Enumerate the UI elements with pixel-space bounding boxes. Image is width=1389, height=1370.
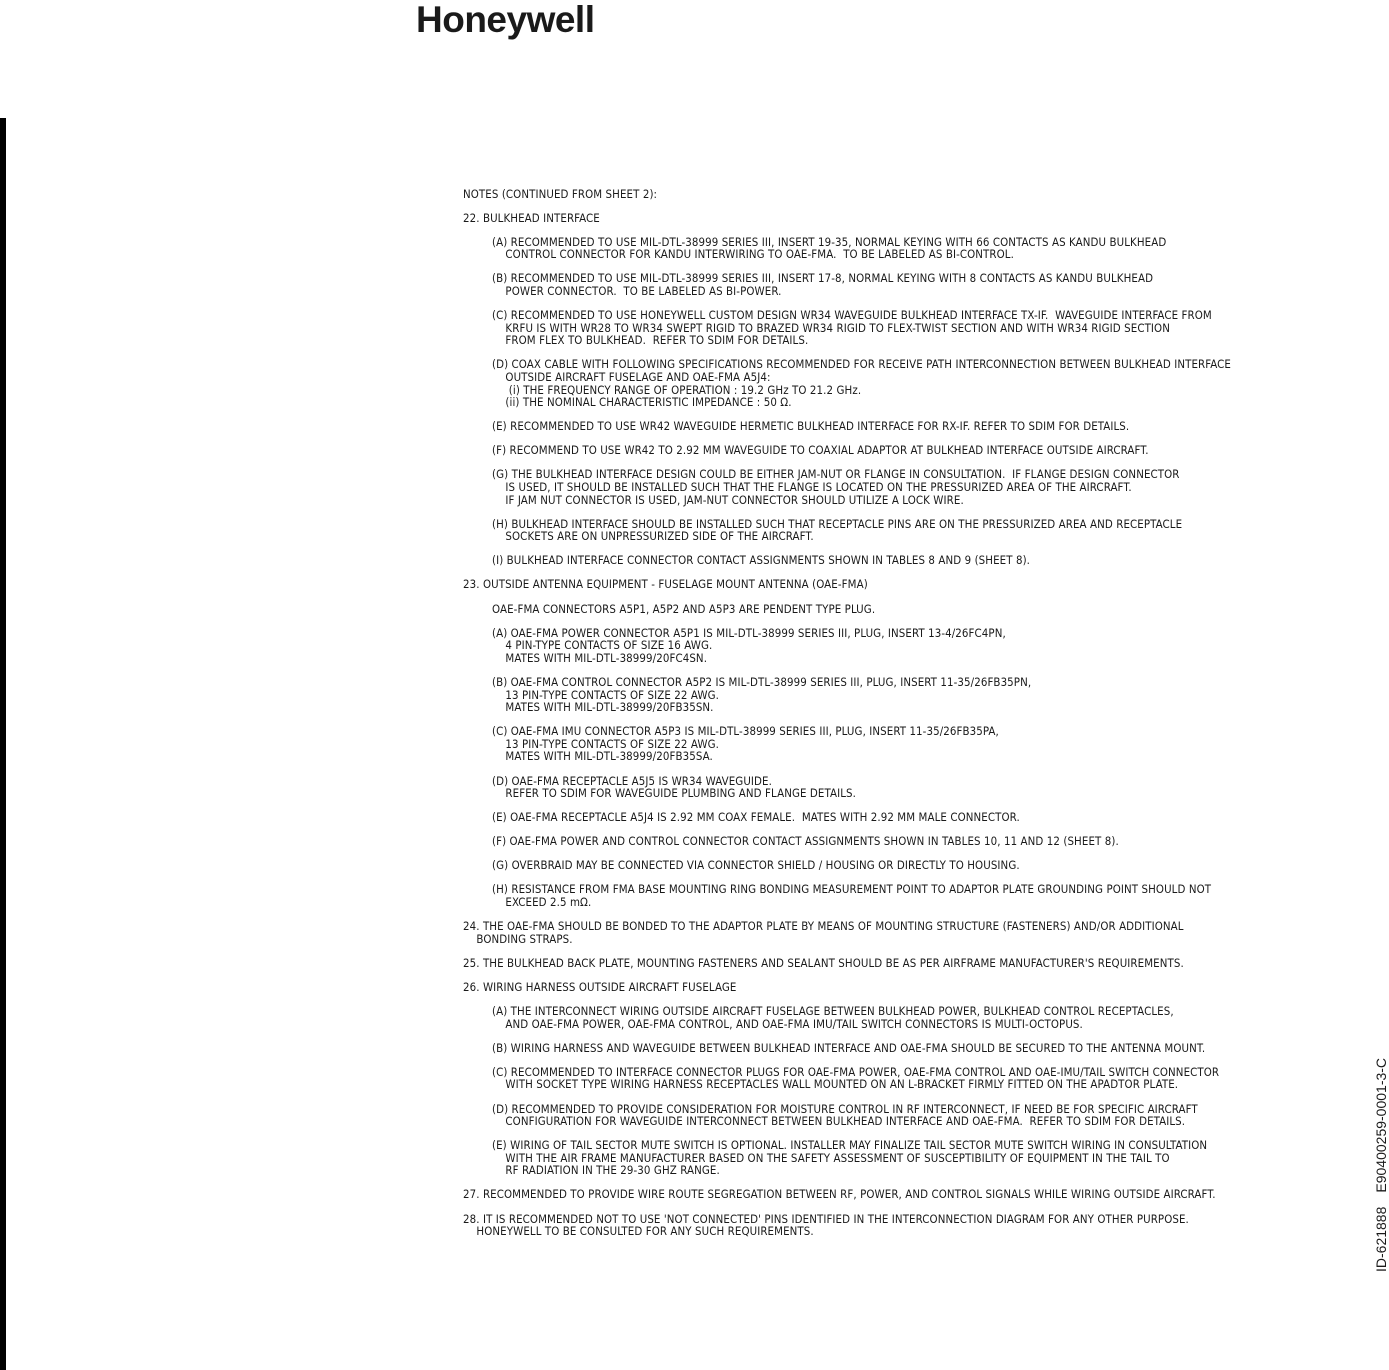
note-28: 28. IT IS RECOMMENDED NOT TO USE 'NOT CONNECTED' PINS IDENTIFIED IN THE INTERCONNECTION DIAGRAM FOR ANY OTHER PURPOSE. HONEYWELL TO BE CONSULTED FOR ANY SUCH REQUIREMENTS. [463, 1211, 1189, 1239]
note-26b: (B) WIRING HARNESS AND WAVEGUIDE BETWEEN BULKHEAD INTERFACE AND OAE-FMA SHOULD BE SECURED TO THE ANTENNA MOUNT. [492, 1040, 1206, 1055]
note-26c: (C) RECOMMENDED TO INTERFACE CONNECTOR PLUGS FOR OAE-FMA POWER, OAE-FMA CONTROL AND OAE-IMU/TAIL SWITCH CONNECTOR WITH SOCKET TYPE WIRING HARNESS RECEPTACLES WALL MOUNTED ON AN L-BRACKET FIRMLY FITTED ON THE APADTOR PLATE. [492, 1064, 1220, 1092]
notes-header: NOTES (CONTINUED FROM SHEET 2): [463, 187, 658, 201]
note-22i: (I) BULKHEAD INTERFACE CONNECTOR CONTACT ASSIGNMENTS SHOWN IN TABLES 8 AND 9 (SHEET 8). [492, 553, 1031, 568]
note-25: 25. THE BULKHEAD BACK PLATE, MOUNTING FASTENERS AND SEALANT SHOULD BE AS PER AIRFRAME MANUFACTURER'S REQUIREMENTS. [463, 955, 1184, 970]
note-22-heading: 22. BULKHEAD INTERFACE [463, 210, 600, 225]
note-26a: (A) THE INTERCONNECT WIRING OUTSIDE AIRCRAFT FUSELAGE BETWEEN BULKHEAD POWER, BULKHEAD CONTROL RECEPTACLES, AND OAE-FMA POWER, OAE-FMA CONTROL, AND OAE-FMA IMU/TAIL SWITCH CONNECTORS IS MULTI-OCTOPUS. [492, 1004, 1174, 1031]
figure-id: ID-621888 [1373, 1206, 1389, 1272]
note-27: 27. RECOMMENDED TO PROVIDE WIRE ROUTE SEGREGATION BETWEEN RF, POWER, AND CONTROL SIGNALS WHILE WIRING OUTSIDE AIRCRAFT. [463, 1187, 1216, 1202]
note-22h: (H) BULKHEAD INTERFACE SHOULD BE INSTALLED SUCH THAT RECEPTACLE PINS ARE ON THE PRESSURIZED AREA AND RECEPTACLE SOCKETS ARE ON UNPRESSURIZED SIDE OF THE AIRCRAFT. [492, 516, 1183, 544]
note-22b: (B) RECOMMENDED TO USE MIL-DTL-38999 SERIES III, INSERT 17-8, NORMAL KEYING WITH 8 CONTACTS AS KANDU BULKHEAD POWER CONNECTOR. TO BE LABELED AS BI-POWER. [492, 271, 1154, 298]
note-23b: (B) OAE-FMA CONTROL CONNECTOR A5P2 IS MIL-DTL-38999 SERIES III, PLUG, INSERT 11-35/26FB35PN, 13 PIN-TYPE CONTACTS OF SIZE 22 AWG. MATES WITH MIL-DTL-38999/20FB35SN. [492, 674, 1032, 715]
left-border-rule [0, 118, 6, 1370]
note-23f: (F) OAE-FMA POWER AND CONTROL CONNECTOR CONTACT ASSIGNMENTS SHOWN IN TABLES 10, 11 AND 12 (SHEET 8). [492, 834, 1119, 849]
note-22c: (C) RECOMMENDED TO USE HONEYWELL CUSTOM DESIGN WR34 WAVEGUIDE BULKHEAD INTERFACE TX-IF. WAVEGUIDE INTERFACE FROM KRFU IS WITH WR28 TO WR34 SWEPT RIGID TO BRAZED WR34 RIGID TO FLEX-TWIST SECTION AND WITH WR34 RIGID SECTION FROM FLEX TO BULKHEAD. REFER TO SDIM FOR DETAILS. [492, 308, 1212, 348]
note-22a: (A) RECOMMENDED TO USE MIL-DTL-38999 SERIES III, INSERT 19-35, NORMAL KEYING WITH 66 CONTACTS AS KANDU BULKHEAD CONTROL CONNECTOR FOR KANDU INTERWIRING TO OAE-FMA. TO BE LABELED AS BI-CONTROL. [492, 234, 1167, 262]
note-23-heading: 23. OUTSIDE ANTENNA EQUIPMENT - FUSELAGE MOUNT ANTENNA (OAE-FMA) [463, 577, 868, 592]
side-identifier [1373, 1058, 1389, 1272]
honeywell-logo: Honeywell [416, 0, 595, 40]
note-23d: (D) OAE-FMA RECEPTACLE A5J5 IS WR34 WAVEGUIDE. REFER TO SDIM FOR WAVEGUIDE PLUMBING AND FLANGE DETAILS. [492, 773, 856, 801]
note-23-intro: OAE-FMA CONNECTORS A5P1, A5P2 AND A5P3 ARE PENDENT TYPE PLUG. [492, 601, 876, 616]
note-23c: (C) OAE-FMA IMU CONNECTOR A5P3 IS MIL-DTL-38999 SERIES III, PLUG, INSERT 11-35/26FB35PA, 13 PIN-TYPE CONTACTS OF SIZE 22 AWG. MATES WITH MIL-DTL-38999/20FB35SA. [492, 724, 999, 764]
note-23h: (H) RESISTANCE FROM FMA BASE MOUNTING RING BONDING MEASUREMENT POINT TO ADAPTOR PLATE GROUNDING POINT SHOULD NOT EXCEED 2.5 mΩ. [492, 882, 1212, 910]
note-26e: (E) WIRING OF TAIL SECTOR MUTE SWITCH IS OPTIONAL. INSTALLER MAY FINALIZE TAIL SECTOR MUTE SWITCH WIRING IN CONSULTATION WITH THE AIR FRAME MANUFACTURER BASED ON THE SAFETY ASSESSMENT OF SUSCEPTIBILITY OF EQUIPMENT IN THE TAIL TO RF RADIATION IN THE 29-30 GHZ RANGE. [492, 1138, 1208, 1178]
note-26-heading: 26. WIRING HARNESS OUTSIDE AIRCRAFT FUSELAGE [463, 979, 737, 994]
note-26d: (D) RECOMMENDED TO PROVIDE CONSIDERATION FOR MOISTURE CONTROL IN RF INTERCONNECT, IF NEED BE FOR SPECIFIC AIRCRAFT CONFIGURATION FOR WAVEGUIDE INTERCONNECT BETWEEN BULKHEAD INTERFACE AND OAE-FMA. REFER TO SDIM FOR DETAILS. [492, 1101, 1198, 1129]
note-22d: (D) COAX CABLE WITH FOLLOWING SPECIFICATIONS RECOMMENDED FOR RECEIVE PATH INTERCONNECTION BETWEEN BULKHEAD INTERFACE OUTSIDE AIRCRAFT FUSELAGE AND OAE-FMA A5J4: (i) THE FREQUENCY RANGE OF OPERATION : 19.2 GHz TO 21.2 GHz. (ii) THE NOMINAL CHARACTERISTIC IMPEDANCE : 50 Ω. [492, 357, 1231, 410]
note-22e: (E) RECOMMENDED TO USE WR42 WAVEGUIDE HERMETIC BULKHEAD INTERFACE FOR RX-IF. REFER TO SDIM FOR DETAILS. [492, 419, 1130, 434]
note-22g: (G) THE BULKHEAD INTERFACE DESIGN COULD BE EITHER JAM-NUT OR FLANGE IN CONSULTATION. IF FLANGE DESIGN CONNECTOR IS USED, IT SHOULD BE INSTALLED SUCH THAT THE FLANGE IS LOCATED ON THE PRESSURIZED AREA OF THE AIRCRAFT. IF JAM NUT CONNECTOR IS USED, JAM-NUT CONNECTOR SHOULD UTILIZE A LOCK WIRE. [492, 467, 1180, 507]
note-24: 24. THE OAE-FMA SHOULD BE BONDED TO THE ADAPTOR PLATE BY MEANS OF MOUNTING STRUCTURE (FASTENERS) AND/OR ADDITIONAL BONDING STRAPS. [463, 919, 1184, 946]
notes-body [463, 188, 1363, 1249]
note-23g: (G) OVERBRAID MAY BE CONNECTED VIA CONNECTOR SHIELD / HOUSING OR DIRECTLY TO HOUSING. [492, 858, 1020, 873]
document-id: E90400259-0001-3-C [1373, 1057, 1389, 1193]
note-23a: (A) OAE-FMA POWER CONNECTOR A5P1 IS MIL-DTL-38999 SERIES III, PLUG, INSERT 13-4/26FC4PN, 4 PIN-TYPE CONTACTS OF SIZE 16 AWG. MATES WITH MIL-DTL-38999/20FC4SN. [492, 625, 1006, 665]
note-23e: (E) OAE-FMA RECEPTACLE A5J4 IS 2.92 MM COAX FEMALE. MATES WITH 2.92 MM MALE CONNECTOR. [492, 810, 1020, 825]
note-22f: (F) RECOMMEND TO USE WR42 TO 2.92 MM WAVEGUIDE TO COAXIAL ADAPTOR AT BULKHEAD INTERFACE OUTSIDE AIRCRAFT. [492, 443, 1149, 458]
